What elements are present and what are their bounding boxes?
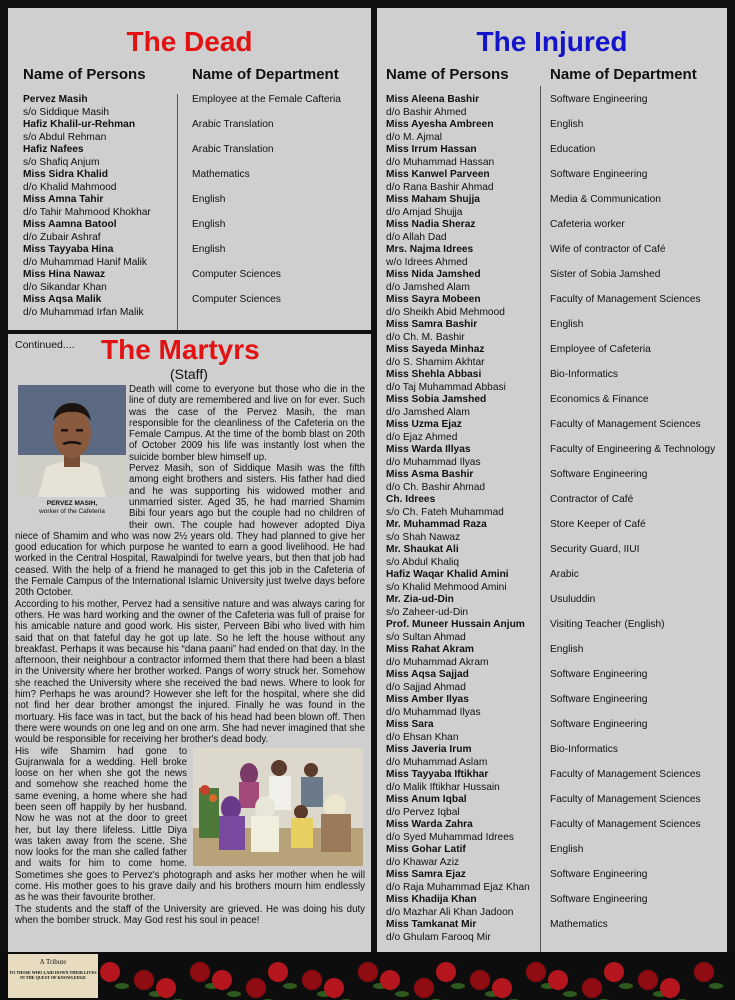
- person-relation: d/o Sikandar Khan: [23, 281, 107, 293]
- rose-flower: [100, 962, 120, 982]
- person-department: Software Engineering: [550, 694, 648, 705]
- tribute-line-1: TO THOSE WHO LAID DOWN THEIR LIVES: [9, 970, 97, 975]
- person-department: Faculty of Management Sciences: [550, 794, 701, 805]
- person-department: English: [192, 219, 226, 230]
- person-department: Bio-Informatics: [550, 369, 618, 380]
- person-name: Miss Shehla Abbasi: [386, 369, 482, 380]
- person-name: Hafiz Nafees: [23, 144, 84, 155]
- dead-col-depts: Name of Department: [192, 66, 339, 83]
- person-name: Pervez Masih: [23, 94, 88, 105]
- rose-leaf: [709, 983, 723, 989]
- injured-divider: [540, 86, 541, 952]
- rose-flower: [212, 970, 232, 990]
- person-name: Miss Aleena Bashir: [386, 94, 480, 105]
- person-department: English: [550, 844, 584, 855]
- dead-panel: [8, 8, 371, 330]
- roses-decoration: [0, 952, 735, 1000]
- person-name: Miss Uzma Ejaz: [386, 419, 462, 430]
- person-department: Visiting Teacher (English): [550, 619, 665, 630]
- person-relation: s/o Shafiq Anjum: [23, 156, 100, 168]
- person-department: Wife of contractor of Café: [550, 244, 666, 255]
- rose-leaf: [563, 991, 577, 997]
- person-name: Miss Ayesha Ambreen: [386, 119, 494, 130]
- person-relation: s/o Abdul Rehman: [23, 131, 107, 143]
- person-relation: d/o Tahir Mahmood Khokhar: [23, 206, 151, 218]
- person-relation: d/o Muhammad Aslam: [386, 756, 488, 768]
- person-relation: d/o Raja Muhammad Ejaz Khan: [386, 881, 530, 893]
- person-name: Mr. Zia-ud-Din: [386, 594, 454, 605]
- martyrs-paragraph-3: According to his mother, Pervez had a sensitive nature and was always caring for others. He was hard working and the owner of the Cafeteria was full of praise for his amicable nature and good work. His sister, Perveen Bibi who lived with him said that on that fateful day he got up late. So he left the house without any breakfast. Perhaps it was because his “dana paani” had ended on that day. In the afternoon, their neighbour a contractor informed them that there had been a blast in the University where her brother worked. Pangs of worry struck her. Somehow she reached the University where she received the bad news. Where to look for him? Perhaps he was around? However she left for the hospital, where she did not find her dear brother amongst the injured. Finally he was found in the mortuary. His face was in tact, but the back of his head had been blown off. Then there were wounds on one leg and on one arm. She had never imagined that she would be responsible for receiving her brother's dead body.: [15, 598, 365, 746]
- rose-leaf: [451, 983, 465, 989]
- person-relation: d/o Taj Muhammad Abbasi: [386, 381, 506, 393]
- injured-title: The Injured: [476, 26, 628, 57]
- person-name: Miss Aqsa Malik: [23, 294, 102, 305]
- portrait-caption-role: worker of the Cafeteria: [39, 508, 105, 516]
- person-department: Faculty of Engineering & Technology: [550, 444, 716, 455]
- person-relation: d/o Mazhar Ali Khan Jadoon: [386, 906, 514, 918]
- rose-flower: [582, 978, 602, 998]
- person-name: Miss Sayra Mobeen: [386, 294, 481, 305]
- person-name: Mr. Shaukat Ali: [386, 544, 459, 555]
- martyrs-paragraph-1: Death will come to everyone but those who die in the line of duty are remembered and live on for ever. Such was the case of the Pervez Masih, the man responsible for the cleanliness of the Cafeteria on the Female Campus. At the time of the bomb blast on 20th of October 2009 his life was instantly lost when the suicide bomber blew himself up.: [129, 384, 365, 463]
- person-relation: d/o Muhammad Ilyas: [386, 456, 481, 468]
- person-name: Hafiz Khalil-ur-Rehman: [23, 119, 136, 130]
- person-department: Arabic: [550, 569, 579, 580]
- person-relation: d/o Muhammad Hassan: [386, 156, 495, 168]
- person-name: Miss Sidra Khalid: [23, 169, 108, 180]
- person-relation: d/o Ch. Bashir Ahmad: [386, 481, 486, 493]
- person-name: Mr. Muhammad Raza: [386, 519, 487, 530]
- person-department: Arabic Translation: [192, 144, 274, 155]
- person-relation: w/o Idrees Ahmed: [386, 256, 468, 268]
- tribute-badge: [8, 954, 98, 998]
- person-name: Ch. Idrees: [386, 494, 436, 505]
- person-relation: d/o Amjad Shujja: [386, 206, 463, 218]
- person-name: Miss Anum Iqbal: [386, 794, 467, 805]
- person-name: Miss Rahat Akram: [386, 644, 474, 655]
- rose-flower: [358, 962, 378, 982]
- person-relation: s/o Sultan Ahmad: [386, 631, 466, 643]
- rose-flower: [694, 962, 714, 982]
- family-image: [193, 748, 363, 866]
- injured-col-names: Name of Persons: [386, 66, 509, 83]
- person-name: Miss Maham Shujja: [386, 194, 480, 205]
- martyrs-paragraph-5: The students and the staff of the University are grieved. He was doing his duty when the bomber struck. May God rest his soul in peace!: [15, 903, 365, 926]
- person-name: Miss Samra Bashir: [386, 319, 478, 330]
- martyrs-article: [15, 384, 365, 926]
- rose-leaf: [283, 983, 297, 989]
- person-department: Mathematics: [192, 169, 250, 180]
- person-department: Usuluddin: [550, 594, 596, 605]
- person-relation: d/o Ehsan Khan: [386, 731, 459, 743]
- rose-flower: [548, 970, 568, 990]
- portrait-image: [18, 385, 126, 497]
- martyrs-title: The Martyrs: [101, 334, 260, 365]
- person-relation: s/o Ch. Fateh Muhammad: [386, 506, 504, 518]
- person-department: Sister of Sobia Jamshed: [550, 269, 661, 280]
- rose-flower: [492, 978, 512, 998]
- person-name: Mrs. Najma Idrees: [386, 244, 474, 255]
- person-department: Computer Sciences: [192, 294, 281, 305]
- tribute-title: A Tribute: [39, 958, 67, 966]
- person-department: Faculty of Management Sciences: [550, 294, 701, 305]
- person-name: Miss Samra Ejaz: [386, 869, 466, 880]
- person-relation: s/o Shah Nawaz: [386, 531, 461, 543]
- dead-title: The Dead: [126, 26, 253, 57]
- person-relation: s/o Khalid Mehmood Amini: [386, 581, 507, 593]
- person-department: Store Keeper of Café: [550, 519, 646, 530]
- person-name: Miss Tamkanat Mir: [386, 919, 477, 930]
- rose-flower: [380, 970, 400, 990]
- person-name: Miss Warda Illyas: [386, 444, 471, 455]
- person-relation: d/o Muhammad Ilyas: [386, 706, 481, 718]
- portrait-caption-name: PERVEZ MASIH,: [46, 500, 98, 508]
- person-name: Miss Amna Tahir: [23, 194, 104, 205]
- person-department: Faculty of Management Sciences: [550, 419, 701, 430]
- person-name: Miss Aqsa Sajjad: [386, 669, 469, 680]
- rose-flower: [190, 962, 210, 982]
- person-name: Miss Gohar Latif: [386, 844, 466, 855]
- rose-flower: [638, 970, 658, 990]
- rose-flower: [436, 962, 456, 982]
- person-relation: d/o Muhammad Irfan Malik: [23, 306, 144, 318]
- injured-names-list: [386, 94, 530, 944]
- person-name: Miss Sara: [386, 719, 434, 730]
- person-name: Miss Sayeda Minhaz: [386, 344, 485, 355]
- person-relation: d/o Allah Dad: [386, 231, 447, 243]
- dead-depts-list: [192, 94, 341, 319]
- person-name: Miss Tayyaba Hina: [23, 244, 114, 255]
- person-department: Economics & Finance: [550, 394, 649, 405]
- person-department: Contractor of Café: [550, 494, 634, 505]
- person-relation: d/o Ghulam Farooq Mir: [386, 931, 491, 943]
- person-relation: d/o Ch. M. Bashir: [386, 331, 465, 343]
- person-relation: d/o Muhammad Akram: [386, 656, 489, 668]
- person-relation: d/o Muhammad Hanif Malik: [23, 256, 147, 268]
- person-relation: d/o Jamshed Alam: [386, 281, 470, 293]
- person-name: Miss Javeria Irum: [386, 744, 472, 755]
- person-department: English: [550, 319, 584, 330]
- person-relation: d/o Zubair Ashraf: [23, 231, 101, 243]
- person-name: Miss Kanwel Parveen: [386, 169, 490, 180]
- person-department: English: [192, 194, 226, 205]
- martyrs-paragraph-4: His wife Shamim had gone to Gujranwala for a wedding. Hell broke loose on her when she got the news and somehow she reached home the same evening, a home where she had been seen off happily by her husband. Now he was not at the door to greet her, but lay there lifeless. Little Diya was taken away from the scene. She now looks for the man she called father and waits for him to come home. Sometimes she goes to Pervez's photograph and asks her mother when he will come. His mother goes to his grave daily and his brothers mourn him endlessly as he was their favourite brother.: [15, 745, 365, 904]
- person-relation: s/o Siddique Masih: [23, 106, 110, 118]
- person-department: Mathematics: [550, 919, 608, 930]
- person-relation: d/o Malik Iftikhar Hussain: [386, 781, 500, 793]
- person-name: Miss Tayyaba Iftikhar: [386, 769, 489, 780]
- person-department: Computer Sciences: [192, 269, 281, 280]
- person-name: Miss Irrum Hassan: [386, 144, 477, 155]
- person-department: Employee at the Female Cafteria: [192, 94, 341, 105]
- rose-flower: [268, 962, 288, 982]
- person-name: Miss Khadija Khan: [386, 894, 477, 905]
- martyrs-subtitle: (Staff): [170, 366, 208, 382]
- person-name: Miss Asma Bashir: [386, 469, 474, 480]
- rose-flower: [324, 978, 344, 998]
- person-department: Software Engineering: [550, 669, 648, 680]
- rose-flower: [156, 978, 176, 998]
- person-relation: s/o Zaheer-ud-Din: [386, 606, 469, 618]
- person-name: Miss Warda Zahra: [386, 819, 473, 830]
- person-department: Software Engineering: [550, 719, 648, 730]
- person-relation: d/o Khalid Mahmood: [23, 181, 117, 193]
- person-department: Software Engineering: [550, 469, 648, 480]
- person-relation: d/o M. Ajmal: [386, 131, 443, 143]
- person-department: English: [550, 119, 584, 130]
- rose-leaf: [395, 991, 409, 997]
- person-department: Faculty of Management Sciences: [550, 769, 701, 780]
- person-department: Faculty of Management Sciences: [550, 819, 701, 830]
- person-name: Miss Nadia Sheraz: [386, 219, 476, 230]
- person-relation: d/o Ejaz Ahmed: [386, 431, 458, 443]
- person-name: Miss Aamna Batool: [23, 219, 117, 230]
- person-relation: d/o Jamshed Alam: [386, 406, 470, 418]
- dead-names-list: [23, 94, 151, 319]
- injured-col-depts: Name of Department: [550, 66, 697, 83]
- person-department: Cafeteria worker: [550, 219, 625, 230]
- rose-flower: [470, 970, 490, 990]
- rose-flower: [246, 978, 266, 998]
- tribute-line-2: IN THE QUEST OF KNOWLEDGE: [20, 975, 86, 980]
- rose-leaf: [115, 983, 129, 989]
- dead-col-names: Name of Persons: [23, 66, 146, 83]
- person-relation: d/o Sajjad Ahmad: [386, 681, 466, 693]
- rose-flower: [414, 978, 434, 998]
- rose-flower: [604, 962, 624, 982]
- person-relation: s/o Abdul Khaliq: [386, 556, 460, 568]
- rose-flower: [526, 962, 546, 982]
- dead-divider: [177, 94, 178, 330]
- person-department: Media & Communication: [550, 194, 661, 205]
- person-name: Miss Nida Jamshed: [386, 269, 481, 280]
- martyrs-panel: [8, 334, 371, 952]
- person-relation: d/o Rana Bashir Ahmad: [386, 181, 494, 193]
- person-name: Miss Amber Ilyas: [386, 694, 469, 705]
- person-relation: d/o Khawar Aziz: [386, 856, 460, 868]
- rose-leaf: [619, 983, 633, 989]
- person-department: Software Engineering: [550, 169, 648, 180]
- person-department: Education: [550, 144, 596, 155]
- person-relation: d/o Pervez Iqbal: [386, 806, 460, 818]
- footer-strip: [0, 952, 735, 1000]
- injured-panel: [377, 8, 727, 952]
- rose-flower: [302, 970, 322, 990]
- person-relation: d/o Syed Muhammad Idrees: [386, 831, 514, 843]
- person-department: Employee of Cafeteria: [550, 344, 651, 355]
- person-name: Miss Hina Nawaz: [23, 269, 106, 280]
- injured-depts-list: [550, 94, 715, 944]
- person-relation: d/o Bashir Ahmed: [386, 106, 467, 118]
- continued-label: Continued....: [15, 339, 75, 351]
- portrait-photo: [18, 385, 126, 519]
- person-name: Prof. Muneer Hussain Anjum: [386, 619, 525, 630]
- person-relation: d/o Sheikh Abid Mehmood: [386, 306, 505, 318]
- person-department: Software Engineering: [550, 94, 648, 105]
- rose-flower: [134, 970, 154, 990]
- rose-flower: [660, 978, 680, 998]
- person-department: Security Guard, IIUI: [550, 544, 640, 555]
- person-name: Miss Sobia Jamshed: [386, 394, 487, 405]
- person-relation: d/o S. Shamim Akhtar: [386, 356, 485, 368]
- person-department: Bio-Informatics: [550, 744, 618, 755]
- person-department: Software Engineering: [550, 869, 648, 880]
- martyrs-paragraph-2: Pervez Masih, son of Siddique Masih was the fifth among eight brothers and sisters. His father had died and he was supporting his widowed mother and unmarried sister. Aged 35, he had married Shamim Bibi four years ago but the couple had no children of their own. The couple had however adopted Diya niece of Shamim and who was now 2½ years old. They had planned to give her good education for which purpose he wanted to earn a good livelihood. He had worked in the Central Hospital, Rawalpindi for twelve years, but then that job had ceased. With the help of a friend he managed to get this job in the Cafeteria of the Female Campus of the International Islamic University just twelve days before 20th October.: [15, 463, 365, 599]
- person-name: Hafiz Waqar Khalid Amini: [386, 569, 509, 580]
- person-department: Software Engineering: [550, 894, 648, 905]
- family-photo: [193, 748, 363, 866]
- person-department: English: [192, 244, 226, 255]
- rose-leaf: [227, 991, 241, 997]
- person-department: English: [550, 644, 584, 655]
- person-department: Arabic Translation: [192, 119, 274, 130]
